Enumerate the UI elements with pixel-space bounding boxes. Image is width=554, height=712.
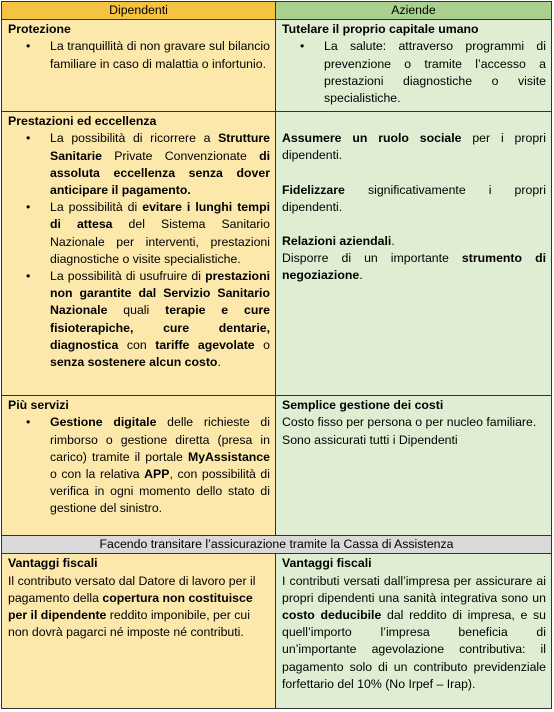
paragraph-negoziazione: Disporre di un importante strumento di negoziazione.: [282, 251, 546, 283]
bullet-icon: •: [300, 39, 305, 54]
bullet-icon: •: [26, 131, 31, 146]
row-title: Semplice gestione dei costi: [282, 398, 444, 413]
paragraph-vantaggi-dipendenti: Il contributo versato dal Datore di lavoro per il pagamento della copertura non costituisce per il dipendente reddito imponibile, per cui non dovrà pagarci né imposte né contributi.: [8, 573, 256, 640]
cell-gestione-costi: [276, 396, 552, 536]
cell-ruolo-sociale: [276, 112, 552, 396]
list-item: • Gestione digitale delle richieste di rimborso o gestione diretta (presa in carico) tramite il portale MyAssistance o con la relativa APP, con possibilità di verifica in ogni momento dello stato di gestione del sinistro.: [26, 415, 271, 516]
list-item: • La possibilità di usufruire di prestazioni non garantite dal Servizio Sanitario Nazionale quali terapie e cure fisioterapiche, cure dentarie, diagnostica con tariffe agevolate o senza sostenere alcun costo.: [26, 269, 270, 370]
list-item: • La possibilità di evitare i lunghi tempi di attesa del Sistema Sanitario Nazionale per interventi, prestazioni diagnostiche o visite specialistiche.: [26, 200, 270, 266]
row-title: Più servizi: [8, 398, 69, 413]
bullet-icon: •: [26, 200, 31, 215]
cell-tutelare: [276, 20, 552, 112]
bullet-icon: •: [26, 415, 31, 430]
row-title: Vantaggi fiscali: [8, 556, 98, 571]
paragraph-relazioni: Relazioni aziendali.: [282, 234, 395, 249]
row-title: Prestazioni ed eccellenza: [8, 114, 157, 129]
benefits-table: [1, 1, 552, 709]
list-item: • La tranquillità di non gravare sul bilancio familiare in caso di malattia o infortunio.: [26, 39, 270, 71]
cell-prestazioni: [2, 112, 276, 396]
bullet-list: [8, 130, 270, 371]
paragraph-vantaggi-aziende: I contributi versati dall’impresa per assicurare ai propri dipendenti una sanità integrativa sono un costo deducibile dal reddito di impresa, e su quell’importo l’impresa beneficia di un’importante agevolazione contributiva: il pagamento solo di un contributo previdenziale forfettario del 10% (No Irpef – Irap).: [282, 573, 546, 691]
bullet-icon: •: [26, 39, 31, 54]
section-header-cassa: Facendo transitare l’assicurazione tramite la Cassa di Assistenza: [2, 536, 552, 554]
bullet-list: [8, 38, 270, 72]
list-item: • La salute: attraverso programmi di prevenzione o tramite l’accesso a prestazioni diagnostiche o visite specialistiche.: [300, 39, 546, 106]
cell-vantaggi-dipendenti: [2, 554, 276, 709]
paragraph-ruolo-sociale: Assumere un ruolo sociale per i propri dipendenti.: [282, 131, 546, 163]
paragraph-fidelizzare: Fidelizzare significativamente i propri dipendenti.: [282, 182, 546, 214]
paragraph-costi: Costo fisso per persona o per nucleo familiare. Sono assicurati tutti i Dipendenti: [282, 415, 537, 447]
list-item: • La possibilità di ricorrere a Strutture Sanitarie Private Convenzionate di assoluta eccellenza senza dover anticipare il pagamento.: [26, 131, 270, 198]
row-title: Vantaggi fiscali: [282, 556, 372, 571]
cell-vantaggi-aziende: [276, 554, 552, 709]
row-title: Tutelare il proprio capitale umano: [282, 22, 479, 37]
header-dipendenti: Dipendenti: [2, 2, 276, 20]
cell-piu-servizi: [2, 396, 276, 536]
row-title: Protezione: [8, 22, 71, 37]
bullet-list: [282, 38, 546, 107]
cell-protezione: [2, 20, 276, 112]
header-aziende: Aziende: [276, 2, 552, 20]
bullet-icon: •: [26, 269, 31, 284]
bullet-list: [8, 414, 270, 517]
